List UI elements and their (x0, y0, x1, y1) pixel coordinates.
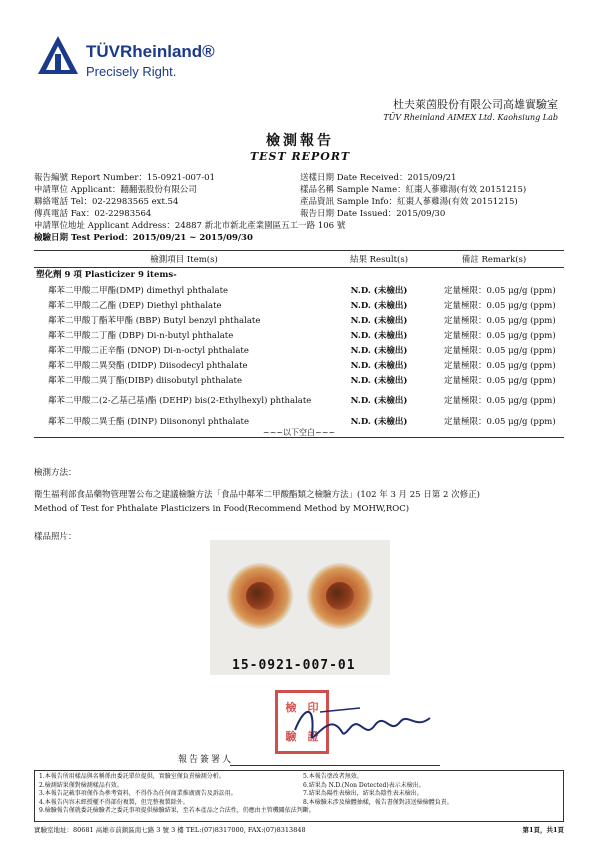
note: 2.檢測結果僅對檢測樣品有效。 (39, 781, 123, 789)
lab-name-zh: 杜夫萊茵股份有限公司高雄實驗室 (393, 98, 558, 111)
brand-name: TÜVRheinland® (86, 42, 215, 61)
fax: 傳真電話 Fax：02-22983564 (34, 209, 152, 219)
info-right (300, 172, 526, 220)
row-remark: 定量極限：0.05 μg/g (ppm) (444, 285, 556, 296)
note: 4.本報告內容未經授權不得部份複製，但完整複製除外。 (39, 798, 189, 806)
seal-char: 驗 (285, 729, 297, 743)
seal-char: 檢 (285, 700, 297, 714)
method-label: 檢測方法： (34, 468, 77, 478)
row-result: N.D. (未檢出) (350, 330, 408, 341)
sample-bowl-left (228, 564, 292, 628)
row-remark: 定量極限：0.05 μg/g (ppm) (444, 330, 556, 341)
method-en: Method of Test for Phthalate Plasticizers in Food(Recommend Method by MOHW,ROC) (34, 504, 410, 514)
row-result: N.D. (未檢出) (350, 360, 408, 371)
table-header (34, 250, 564, 268)
page-number: 第1頁，共1頁 (522, 826, 564, 834)
note: 7.結果為陽性表檢出，結果為陰性表未檢出。 (303, 790, 423, 797)
applicant: 申請單位 Applicant：翻翻張股份有限公司 (34, 185, 197, 195)
brand-tagline: Precisely Right. (86, 64, 177, 79)
sample-bowl-right (308, 564, 372, 628)
row-item: 鄰苯二甲酸二正辛酯 (DNOP) Di-n-octyl phthalate (48, 345, 249, 356)
table-row (34, 312, 564, 327)
row-result: N.D. (未檢出) (350, 375, 408, 386)
report-number: 報告編號 Report Number：15-0921-007-01 (34, 173, 215, 183)
table-row (34, 372, 564, 387)
row-remark: 定量極限：0.05 μg/g (ppm) (444, 360, 556, 371)
table-row (34, 297, 564, 312)
tuv-logo (36, 34, 236, 90)
row-item: 鄰苯二甲酸二丁酯 (DBP) Di-n-butyl phthalate (48, 330, 234, 341)
row-remark: 定量極限：0.05 μg/g (ppm) (444, 300, 556, 311)
page-footer (34, 825, 564, 834)
row-remark: 定量極限：0.05 μg/g (ppm) (444, 396, 556, 406)
table-row (34, 357, 564, 372)
table-row (34, 282, 564, 297)
row-item: 鄰苯二甲酸二異癸酯 (DIDP) Diisodecyl phthalate (48, 360, 248, 371)
method-zh: 衛生福利部食品藥物管理署公布之建議檢驗方法「食品中鄰苯二甲酸酯類之檢驗方法」(102 年 3 月 25 日第 2 次修正) (34, 490, 480, 500)
tel: 聯絡電話 Tel：02-22983565 ext.54 (34, 197, 179, 207)
table-row (34, 342, 564, 357)
table-row (34, 327, 564, 342)
sample-name: 樣品名稱 Sample Name：紅棗人蔘雞湯(有效 20151215) (300, 185, 527, 195)
col-remark-header: 備註 Remark(s) (461, 255, 527, 265)
sample-number-label: 15-0921-007-01 (232, 658, 356, 673)
row-item: 鄰苯二甲酸二異丁酯(DIBP) diisobutyl phthalate (48, 375, 242, 386)
row-remark: 定量極限：0.05 μg/g (ppm) (444, 315, 556, 326)
lab-name-en: TÜV Rheinland AIMEX Ltd. Kaohsiung Lab (383, 113, 558, 122)
signature-line (230, 765, 440, 766)
results-table (34, 250, 564, 438)
notes-right (299, 771, 563, 821)
row-result: N.D. (未檢出) (350, 300, 408, 311)
row-item: 鄰苯二甲酸二(2-乙基己基)酯 (DEHP) bis(2-Ethylhexyl) phthalate (48, 396, 312, 406)
signer-label: 報告簽署人 (178, 755, 234, 765)
note: 6.結果為 N.D.(Non Detected)表示未檢出。 (303, 781, 425, 789)
row-result: N.D. (未檢出) (350, 416, 408, 427)
row-result: N.D. (未檢出) (350, 315, 408, 326)
row-remark: 定量極限：0.05 μg/g (ppm) (444, 375, 556, 386)
row-result: N.D. (未檢出) (350, 345, 408, 356)
info-full (34, 220, 345, 244)
info-left (34, 172, 215, 220)
note: 9.檢驗報告僅就委託檢驗者之委託事項提供檢驗結果，至若本產品之合法性，仍應由主管機關依法判斷。 (39, 807, 315, 814)
table-row (34, 413, 564, 428)
date-received: 送樣日期 Date Received：2015/09/21 (300, 173, 457, 183)
lab-address: 實驗室地址：80681 高雄市前鎮區南七路 3 號 3 樓 TEL:(07)8317000, FAX:(07)8313848 (34, 826, 306, 834)
note: 3.本報告記載事項僅作為參考資料，不得作為任何商業推廣廣告及訴訟用。 (39, 790, 237, 797)
row-result: N.D. (未檢出) (350, 396, 408, 406)
applicant-address: 申請單位地址 Applicant Address：24887 新北市新北產業園區五工一路 106 號 (34, 221, 346, 231)
lab-name (383, 96, 558, 122)
row-item: 鄰苯二甲酸丁酯苯甲酯 (BBP) Butyl benzyl phthalate (48, 315, 261, 326)
row-remark: 定量極限：0.05 μg/g (ppm) (444, 416, 556, 427)
table-row (34, 387, 564, 413)
seal-char: 印 (307, 700, 319, 714)
row-result: N.D. (未檢出) (350, 285, 408, 296)
note: 1.本報告所用樣品與名稱係由委託單位提供，實驗室僅負責檢測分析。 (39, 773, 225, 780)
date-issued: 報告日期 Date Issued：2015/09/30 (300, 209, 446, 219)
col-result-header: 結果 Result(s) (349, 255, 409, 265)
notes-box (34, 770, 564, 822)
note: 8.本檢驗未涉及檢體抽樣，報告書僅對該送檢檢體負責。 (303, 798, 453, 806)
seal-char: 證 (307, 729, 319, 743)
report-title-en: TEST REPORT (249, 150, 351, 163)
notes-left (35, 771, 315, 821)
end-of-table-mark: ~~~以下空白~~~ (34, 428, 564, 438)
row-item: 鄰苯二甲酸二異壬酯 (DINP) Diisononyl phthalate (48, 416, 249, 427)
tuv-triangle-icon (36, 34, 80, 78)
test-method (34, 488, 574, 516)
row-item: 鄰苯二甲酸二甲酯(DMP) dimethyl phthalate (48, 285, 229, 296)
sample-photo (210, 540, 390, 675)
report-title-zh: 檢測報告 (266, 133, 334, 149)
note: 5.本報告塗改者無效。 (303, 773, 363, 780)
row-remark: 定量極限：0.05 μg/g (ppm) (444, 345, 556, 356)
handwritten-signature (290, 700, 440, 750)
photo-label: 樣品照片： (34, 532, 77, 542)
col-item-header: 檢測項目 Item(s) (150, 255, 218, 265)
row-item: 鄰苯二甲酸二乙酯 (DEP) Diethyl phthalate (48, 300, 222, 311)
sample-info: 產品資訊 Sample Info：紅棗人蔘雞湯(有效 20151215) (300, 197, 518, 207)
test-period: 檢驗日期 Test Period：2015/09/21 ~ 2015/09/30 (34, 233, 253, 243)
group-label: 塑化劑 9 項 Plasticizer 9 items- (36, 270, 177, 280)
